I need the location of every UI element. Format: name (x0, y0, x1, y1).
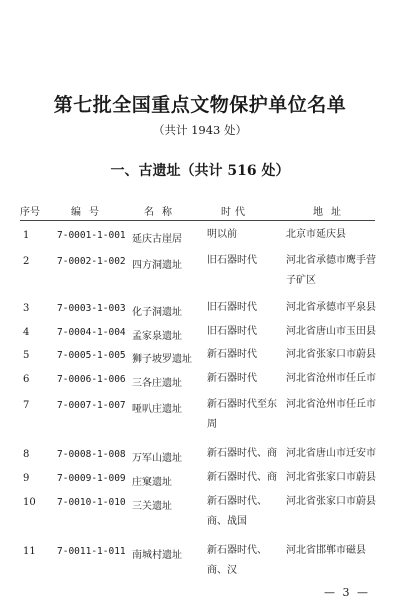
row-code: 7-0004-1-004 (57, 327, 126, 338)
document-title: 第七批全国重点文物保护单位名单 (53, 94, 347, 116)
row-code: 7-0010-1-010 (57, 497, 126, 508)
row-era: 旧石器时代 (207, 326, 257, 337)
row-name: 南城村遗址 (132, 550, 182, 561)
row-location: 河北省沧州市任丘市 (286, 399, 376, 410)
row-era: 新石器时代、商 (207, 472, 277, 483)
header-era: 时代 (221, 207, 249, 218)
row-seq: 10 (23, 497, 36, 508)
row-name: 庄窠遗址 (132, 477, 172, 488)
row-seq: 4 (23, 327, 30, 338)
header-location: 地址 (313, 207, 349, 218)
row-location: 河北省沧州市任丘市 (286, 373, 376, 384)
row-code: 7-0009-1-009 (57, 473, 126, 484)
header-code: 编号 (71, 207, 107, 218)
row-code: 7-0002-1-002 (57, 256, 126, 267)
row-era: 新石器时代、商 (207, 448, 277, 459)
row-location: 河北省邯郸市磁县 (286, 545, 366, 556)
section-heading: 一、古遗址（共计 516 处） (110, 163, 290, 179)
row-code: 7-0003-1-003 (57, 303, 126, 314)
row-seq: 5 (23, 350, 30, 361)
row-code: 7-0001-1-001 (57, 230, 126, 241)
row-code: 7-0005-1-005 (57, 350, 126, 361)
row-era: 旧石器时代 (207, 302, 257, 313)
page-number: — 3 — (324, 586, 370, 599)
row-era: 新石器时代 (207, 373, 257, 384)
row-location: 河北省承德市平泉县 (286, 302, 376, 313)
row-location: 河北省张家口市蔚县 (286, 496, 376, 507)
row-name: 三各庄遗址 (132, 378, 182, 389)
row-era: 新石器时代、商、战国 (207, 496, 267, 527)
row-era: 旧石器时代 (207, 255, 257, 266)
row-seq: 1 (23, 230, 30, 241)
row-location: 河北省张家口市蔚县 (286, 349, 376, 360)
row-code: 7-0006-1-006 (57, 374, 126, 385)
row-name: 狮子坡罗遗址 (132, 354, 192, 365)
row-seq: 6 (23, 374, 30, 385)
row-seq: 8 (23, 449, 30, 460)
row-location: 河北省张家口市蔚县 (286, 472, 376, 483)
document-subtitle: （共计 1943 处） (152, 123, 248, 137)
row-era: 新石器时代 (207, 349, 257, 360)
row-location: 河北省唐山市迁安市 (286, 448, 376, 459)
row-seq: 7 (23, 400, 30, 411)
row-location: 河北省唐山市玉田县 (286, 326, 376, 337)
header-seq: 序号 (20, 207, 40, 218)
row-location: 北京市延庆县 (286, 229, 346, 240)
header-name: 名称 (144, 207, 180, 218)
row-seq: 9 (23, 473, 30, 484)
row-location: 河北省承德市鹰手营子矿区 (286, 255, 376, 286)
row-name: 哑叭庄遗址 (132, 404, 182, 415)
row-seq: 2 (23, 256, 30, 267)
row-seq: 3 (23, 303, 30, 314)
row-name: 延庆古崖居 (132, 234, 182, 245)
row-name: 孟家泉遗址 (132, 331, 182, 342)
header-divider (20, 220, 375, 221)
row-seq: 11 (23, 546, 36, 557)
row-name: 三关遗址 (132, 501, 172, 512)
row-code: 7-0008-1-008 (57, 449, 126, 460)
row-code: 7-0007-1-007 (57, 400, 126, 411)
row-name: 化子洞遗址 (132, 307, 182, 318)
row-era: 新石器时代、商、汉 (207, 545, 267, 576)
row-name: 四方洞遗址 (132, 260, 182, 271)
row-era: 新石器时代至东周 (207, 399, 277, 430)
row-era: 明以前 (207, 229, 237, 240)
row-name: 万军山遗址 (132, 453, 182, 464)
row-code: 7-0011-1-011 (57, 546, 126, 557)
